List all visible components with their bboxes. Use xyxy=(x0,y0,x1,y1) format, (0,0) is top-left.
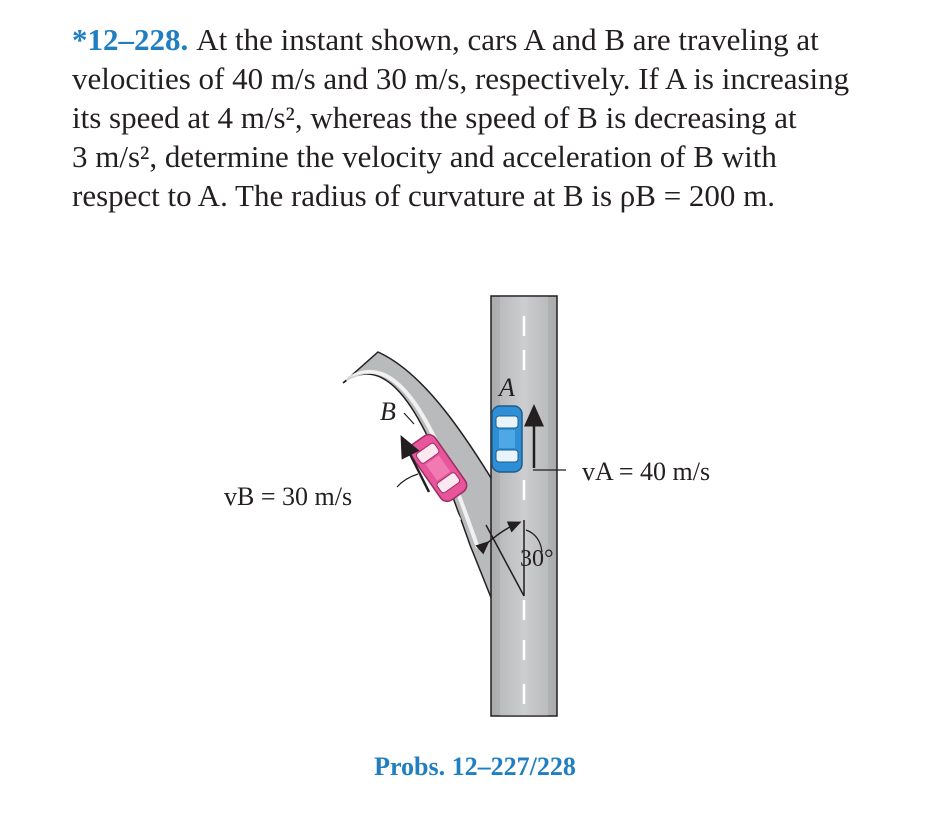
problem-line-3: its speed at 4 m/s², whereas the speed of B is decreasing at xyxy=(72,100,797,135)
car-a-icon xyxy=(492,406,522,472)
figure-caption: Probs. 12–227/228 xyxy=(374,752,576,781)
problem-line-2: velocities of 40 m/s and 30 m/s, respectively. If A is increasing xyxy=(72,61,850,96)
car-b-label: B xyxy=(380,397,396,426)
velocity-b-label: vB = 30 m/s xyxy=(224,482,353,511)
angle-label: 30° xyxy=(520,546,554,572)
problem-line-5: respect to A. The radius of curvature at B is ρB = 200 m. xyxy=(72,178,776,213)
car-a-label: A xyxy=(499,373,515,402)
problem-line-4: 3 m/s², determine the velocity and acceleration of B with xyxy=(72,139,777,174)
velocity-a-label: vA = 40 m/s xyxy=(582,457,711,486)
problem-number: *12–228. xyxy=(72,22,189,57)
problem-line-1: *12–228. At the instant shown, cars A and B are traveling at xyxy=(72,22,819,57)
